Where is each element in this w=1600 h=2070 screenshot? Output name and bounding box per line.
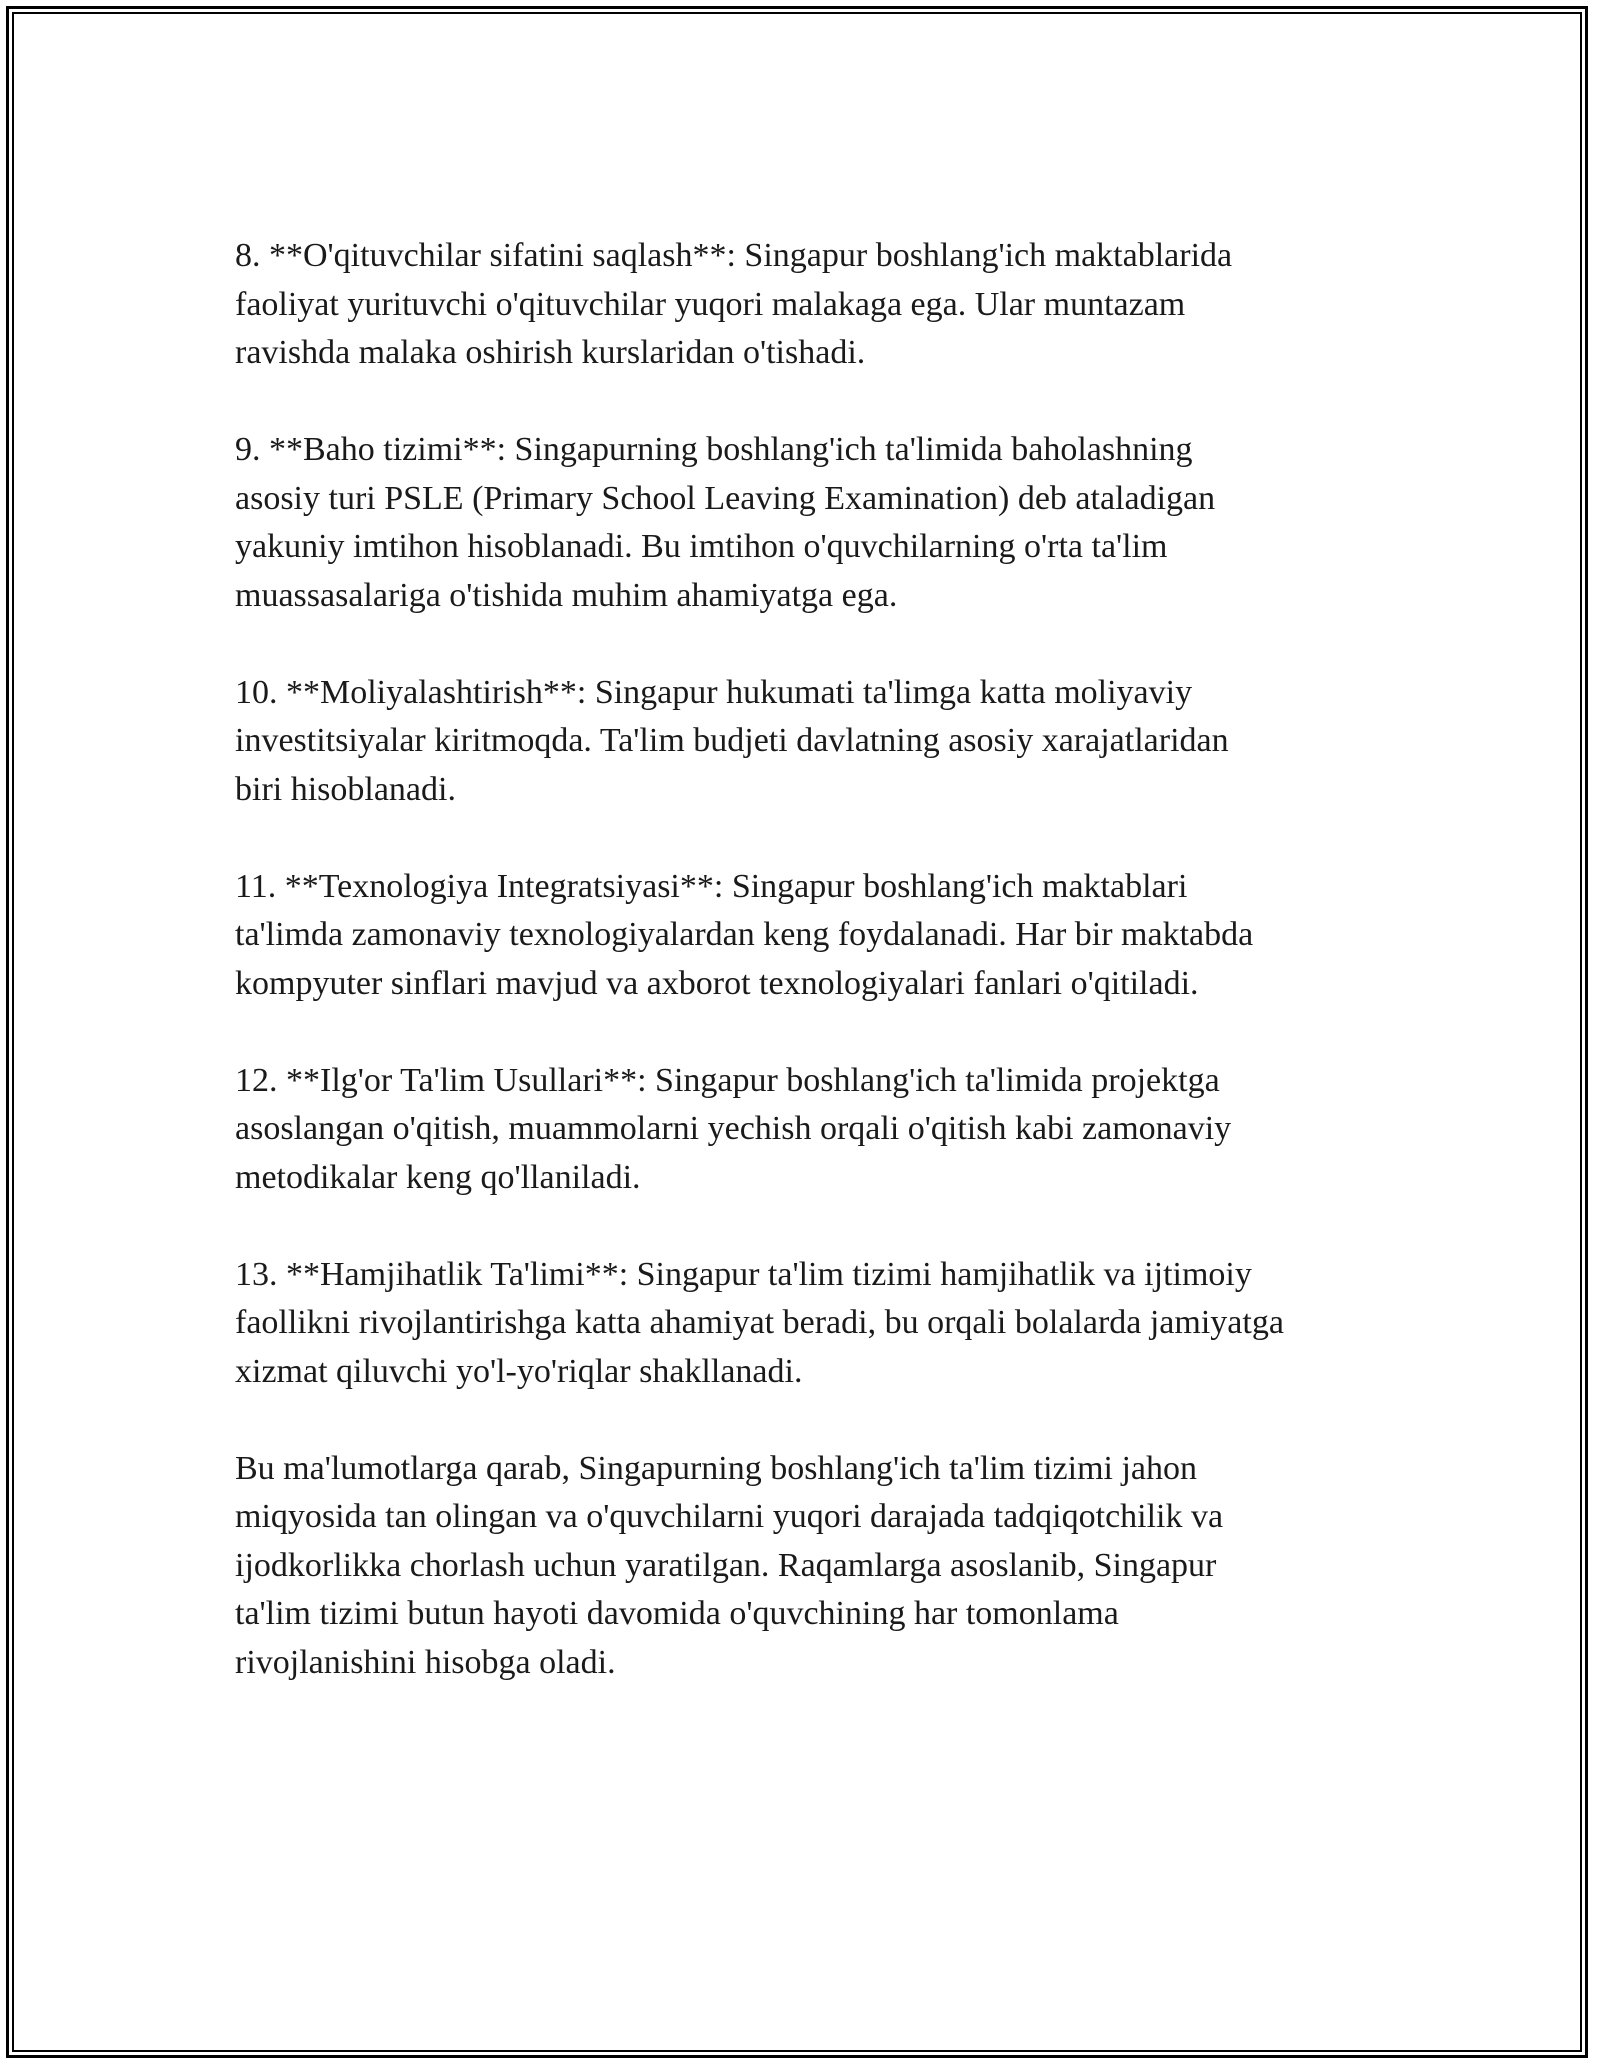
paragraph-item-12 <box>235 1057 1395 1203</box>
text-line: 8. **O'qituvchilar sifatini saqlash**: Singapur boshlang'ich maktablarida <box>235 237 1233 274</box>
text-line: kompyuter sinflari mavjud va axborot texnologiyalari fanlari o'qitiladi. <box>235 964 1199 1002</box>
document-body <box>235 232 1395 1736</box>
text-line: miqyosida tan olingan va o'quvchilarni yuqori darajada tadqiqotchilik va <box>235 1498 1224 1535</box>
text-line: ta'lim tizimi butun hayoti davomida o'quvchining har tomonlama <box>235 1595 1119 1632</box>
text-line: 13. **Hamjihatlik Ta'limi**: Singapur ta'lim tizimi hamjihatlik va ijtimoiy <box>235 1255 1252 1293</box>
text-line: investitsiyalar kiritmoqda. Ta'lim budjeti davlatning asosiy xarajatlaridan <box>235 722 1229 759</box>
text-line: asoslangan o'qitish, muammolarni yechish orqali o'qitish kabi zamonaviy <box>235 1110 1232 1147</box>
text-line: biri hisoblanadi. <box>235 770 456 808</box>
text-line: 9. **Baho tizimi**: Singapurning boshlang'ich ta'limida baholashning <box>235 431 1193 468</box>
text-line: 11. **Texnologiya Integratsiyasi**: Singapur boshlang'ich maktablari <box>235 867 1188 905</box>
text-line: faollikni rivojlantirishga katta ahamiyat beradi, bu orqali bolalarda jamiyatga <box>235 1304 1284 1341</box>
text-line: metodikalar keng qo'llaniladi. <box>235 1158 641 1196</box>
text-line: 12. **Ilg'or Ta'lim Usullari**: Singapur boshlang'ich ta'limida projektga <box>235 1061 1220 1099</box>
text-line: 10. **Moliyalashtirish**: Singapur hukumati ta'limga katta moliyaviy <box>235 673 1193 711</box>
text-line: asosiy turi PSLE (Primary School Leaving Examination) deb ataladigan <box>235 479 1216 517</box>
text-line: ta'limda zamonaviy texnologiyalardan keng foydalanadi. Har bir maktabda <box>235 916 1254 953</box>
text-line: Bu ma'lumotlarga qarab, Singapurning boshlang'ich ta'lim tizimi jahon <box>235 1449 1198 1487</box>
text-line: xizmat qiluvchi yo'l-yo'riqlar shakllanadi. <box>235 1352 803 1390</box>
text-line: faoliyat yurituvchi o'qituvchilar yuqori malakaga ega. Ular muntazam <box>235 285 1186 323</box>
text-line: ijodkorlikka chorlash uchun yaratilgan. Raqamlarga asoslanib, Singapur <box>235 1546 1217 1584</box>
paragraph-conclusion <box>235 1445 1395 1688</box>
paragraph-item-9 <box>235 426 1395 620</box>
text-line: yakuniy imtihon hisoblanadi. Bu imtihon o'quvchilarning o'rta ta'lim <box>235 528 1168 565</box>
paragraph-item-13 <box>235 1251 1395 1397</box>
paragraph-item-8 <box>235 232 1395 378</box>
text-line: rivojlanishini hisobga oladi. <box>235 1643 616 1681</box>
text-line: ravishda malaka oshirish kurslaridan o'tishadi. <box>235 334 866 371</box>
text-line: muassasalariga o'tishida muhim ahamiyatga ega. <box>235 576 898 614</box>
paragraph-item-10 <box>235 669 1395 815</box>
paragraph-item-11 <box>235 863 1395 1009</box>
